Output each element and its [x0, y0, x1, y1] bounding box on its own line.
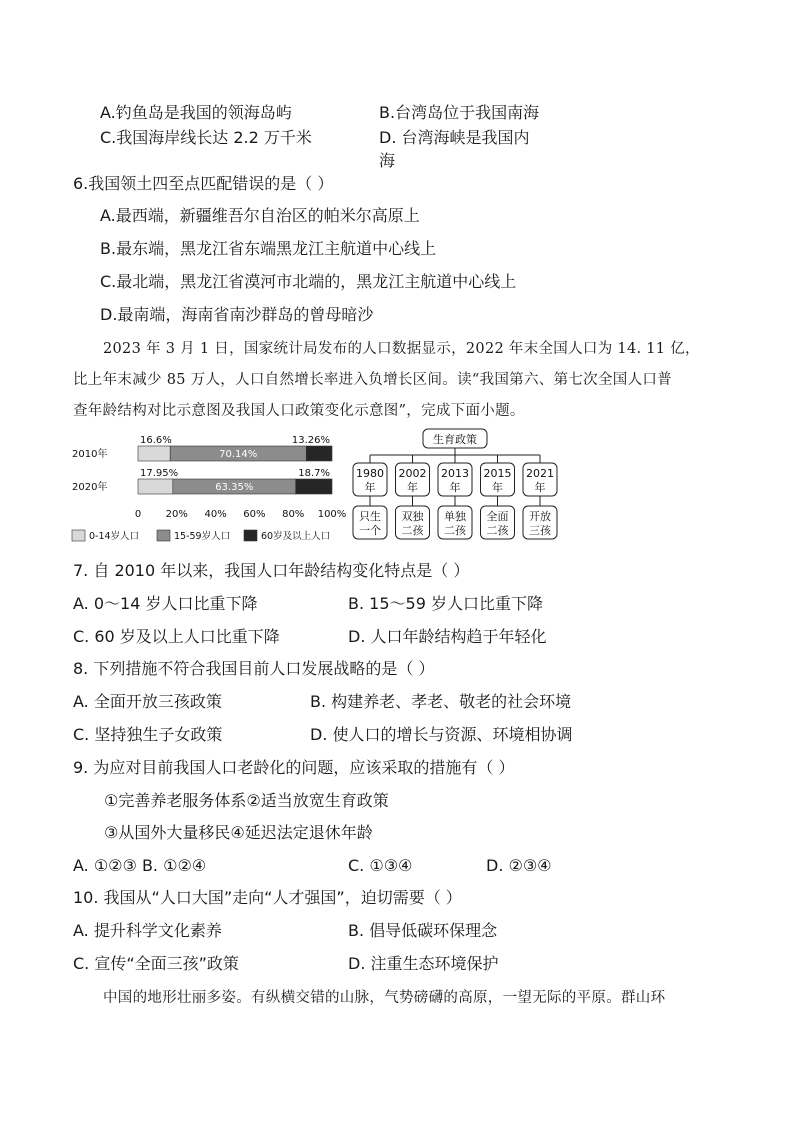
- year-unit: 年: [407, 481, 418, 494]
- year-label: 2015: [483, 467, 512, 480]
- legend-label: 0-14岁人口: [89, 531, 140, 542]
- legend-label: 60岁及以上人口: [261, 531, 331, 542]
- q5-option-b: B.台湾岛位于我国南海: [379, 103, 540, 122]
- q5-option-a: A.钓鱼岛是我国的领海岛屿: [100, 103, 292, 122]
- x-tick-label: 100%: [317, 509, 347, 520]
- q8-option-a: A. 全面开放三孩政策: [73, 692, 222, 711]
- q9-option-d: D. ②③④: [486, 856, 552, 875]
- bar-segment: [138, 446, 170, 461]
- policy-label: 三孩: [529, 524, 551, 537]
- passage1-line2: 比上年末减少 85 万人，人口自然增长率进入负增长区间。读“我国第六、第七次全国人口普: [73, 372, 672, 388]
- q9-option-ab: A. ①②③ B. ①②④: [73, 856, 207, 875]
- x-tick-label: 40%: [204, 509, 227, 520]
- q6-option-c: C.最北端，黑龙江省漠河市北端的，黑龙江主航道中心线上: [100, 272, 517, 291]
- q7-option-b: B. 15～59 岁人口比重下降: [348, 594, 543, 613]
- year-unit: 年: [449, 481, 461, 494]
- q7-option-d: D. 人口年龄结构趋于年轻化: [348, 627, 547, 646]
- q8-option-c: C. 坚持独生子女政策: [73, 725, 223, 744]
- q10-option-d: D. 注重生态环境保护: [348, 954, 499, 973]
- q6-option-b: B.最东端，黑龙江省东端黑龙江主航道中心线上: [100, 239, 437, 258]
- legend-label: 15-59岁人口: [174, 531, 231, 542]
- passage2-line1: 中国的地形壮丽多姿。有纵横交错的山脉，气势磅礴的高原，一望无际的平原。群山环: [103, 990, 666, 1006]
- category-label: 2010年: [72, 449, 108, 460]
- data-label: 63.35%: [215, 482, 254, 493]
- data-label: 18.7%: [298, 468, 330, 479]
- bar-segment: [296, 479, 332, 494]
- policy-label: 二孩: [486, 524, 509, 537]
- data-label: 17.95%: [140, 468, 179, 479]
- policy-label: 单独: [444, 510, 466, 523]
- year-unit: 年: [492, 481, 503, 494]
- year-label: 1980: [356, 467, 384, 480]
- q7-option-a: A. 0～14 岁人口比重下降: [73, 594, 258, 613]
- q9-option-c: C. ①③④: [348, 856, 413, 875]
- policy-label: 二孩: [401, 524, 424, 537]
- age-structure-chart: [70, 427, 350, 547]
- q8-option-d: D. 使人口的增长与资源、环境相协调: [310, 725, 573, 744]
- q5-option-d-cont: 海: [379, 151, 396, 170]
- q8-option-b: B. 构建养老、孝老、敬老的社会环境: [310, 692, 572, 711]
- policy-label: 双独: [401, 510, 424, 523]
- q10-stem: 10. 我国从“人口大国”走向“人才强国”，迫切需要（ ）: [73, 888, 462, 907]
- x-tick-label: 20%: [165, 509, 188, 520]
- legend-swatch: [72, 530, 85, 541]
- bar-segment: [306, 446, 332, 461]
- q7-option-c: C. 60 岁及以上人口比重下降: [73, 627, 280, 646]
- q9-statements-1: ①完善养老服务体系②适当放宽生育政策: [104, 791, 389, 810]
- x-tick-label: 80%: [282, 509, 305, 520]
- policy-label: 二孩: [444, 524, 466, 537]
- data-label: 16.6%: [140, 435, 172, 446]
- q10-option-c: C. 宣传“全面三孩”政策: [73, 954, 239, 973]
- legend-swatch: [244, 530, 257, 541]
- q10-option-a: A. 提升科学文化素养: [73, 921, 222, 940]
- q5-option-d: D. 台湾海峡是我国内: [379, 128, 530, 147]
- policy-diagram: [350, 427, 565, 547]
- q6-stem: 6.我国领土四至点匹配错误的是（ ）: [73, 174, 334, 193]
- policy-label: 全面: [486, 510, 509, 523]
- bar-segment: [138, 479, 173, 494]
- q6-option-d: D.最南端，海南省南沙群岛的曾母暗沙: [100, 305, 374, 324]
- q9-statements-2: ③从国外大量移民④延迟法定退休年龄: [104, 823, 373, 842]
- q9-stem: 9. 为应对目前我国人口老龄化的问题，应该采取的措施有（ ）: [73, 758, 515, 777]
- passage1-line3: 查年龄结构对比示意图及我国人口政策变化示意图”，完成下面小题。: [73, 403, 525, 419]
- category-label: 2020年: [72, 482, 108, 493]
- year-label: 2002: [398, 467, 427, 480]
- year-unit: 年: [364, 481, 376, 494]
- legend-swatch: [157, 530, 170, 541]
- policy-label: 开放: [529, 510, 551, 523]
- policy-title: 生育政策: [433, 433, 477, 446]
- policy-label: 只生: [359, 510, 381, 523]
- data-label: 13.26%: [291, 435, 330, 446]
- data-label: 70.14%: [219, 449, 258, 460]
- q7-stem: 7. 自 2010 年以来，我国人口年龄结构变化特点是（ ）: [73, 561, 470, 580]
- policy-label: 一个: [359, 524, 381, 537]
- q10-option-b: B. 倡导低碳环保理念: [348, 921, 498, 940]
- x-tick-label: 0: [134, 509, 142, 520]
- x-tick-label: 60%: [243, 509, 266, 520]
- year-unit: 年: [534, 481, 546, 494]
- year-label: 2013: [441, 467, 469, 480]
- q6-option-a: A.最西端，新疆维吾尔自治区的帕米尔高原上: [100, 206, 420, 225]
- passage1-line1: 2023 年 3 月 1 日，国家统计局发布的人口数据显示，2022 年末全国人口为 14. 11 亿，: [103, 341, 700, 357]
- year-label: 2021: [526, 467, 554, 480]
- q8-stem: 8. 下列措施不符合我国目前人口发展战略的是（ ）: [73, 659, 435, 678]
- q5-option-c: C.我国海岸线长达 2.2 万千米: [100, 128, 312, 147]
